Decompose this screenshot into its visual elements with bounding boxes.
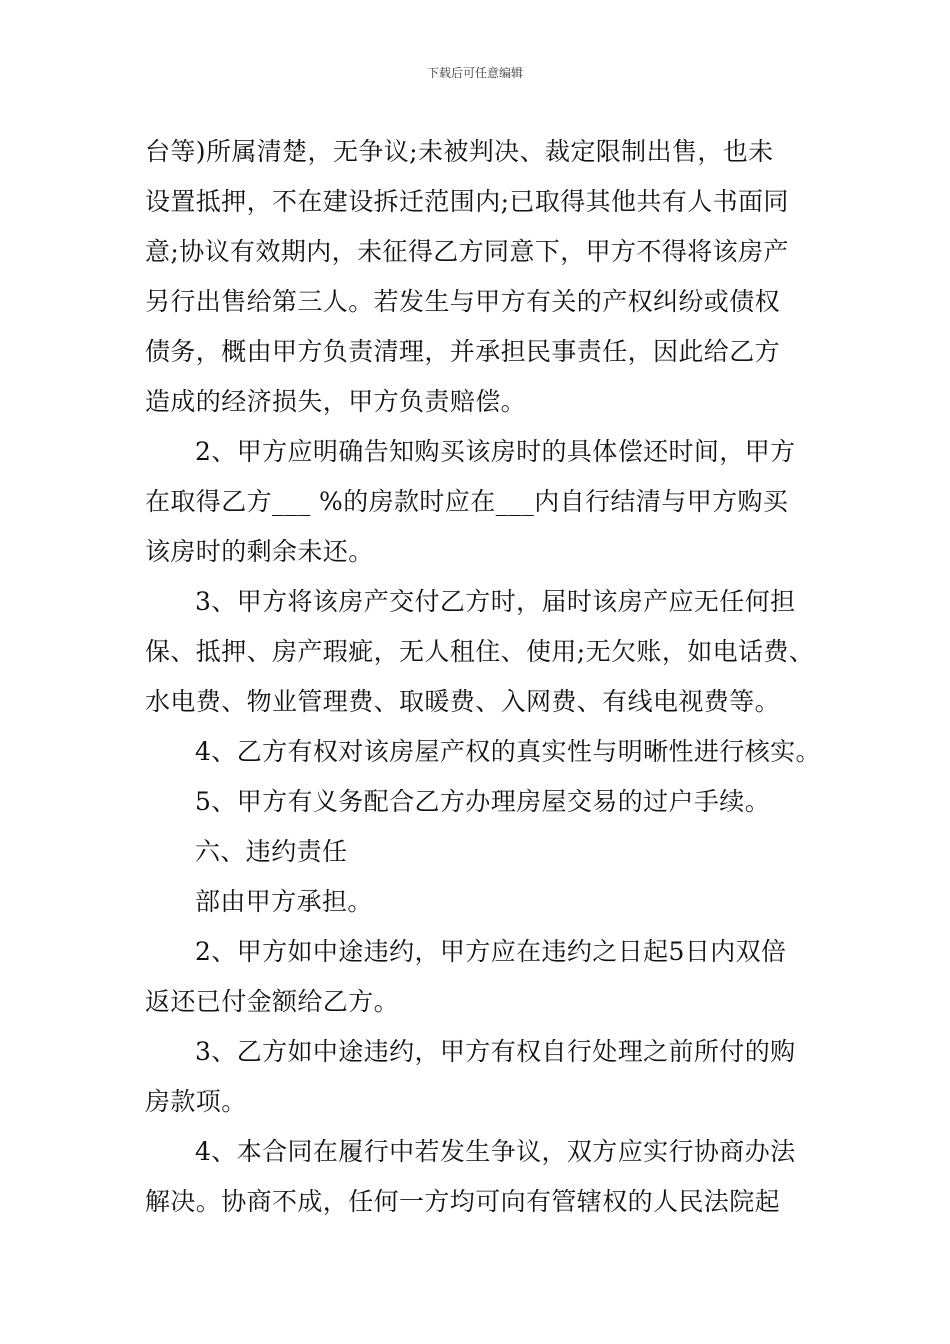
text-line: 意;协议有效期内，未征得乙方同意下，甲方不得将该房产: [145, 237, 789, 266]
text-line: 设置抵押，不在建设拆迁范围内;已取得其他共有人书面同: [145, 187, 789, 216]
page-header: 下载后可任意编辑: [426, 66, 523, 80]
text-line: 水电费、物业管理费、取暖费、入网费、有线电视费等。: [145, 687, 781, 716]
text-line: 房款项。: [145, 1087, 247, 1116]
text-line: 造成的经济损失，甲方负责赔偿。: [145, 387, 527, 416]
text-line: 3、甲方将该房产交付乙方时，届时该房产应无任何担: [195, 587, 796, 616]
contract-body: [145, 127, 825, 1227]
text-line: 该房时的剩余未还。: [145, 537, 374, 566]
text-line: 另行出售给第三人。若发生与甲方有关的产权纠纷或债权: [145, 287, 781, 316]
text-line: 台等)所属清楚，无争议;未被判决、裁定限制出售，也未: [145, 137, 774, 166]
section-heading: 六、违约责任: [195, 837, 348, 866]
text-line: 部由甲方承担。: [195, 887, 373, 916]
text-line: 2、甲方如中途违约，甲方应在违约之日起5日内双倍: [195, 937, 787, 966]
text-line: 4、本合同在履行中若发生争议，双方应实行协商办法: [195, 1137, 796, 1166]
text-line: 债务，概由甲方负责清理，并承担民事责任，因此给乙方: [145, 337, 781, 366]
text-line: 保、抵押、房产瑕疵，无人租住、使用;无欠账，如电话费、: [145, 637, 815, 666]
text-line: 3、乙方如中途违约，甲方有权自行处理之前所付的购: [195, 1037, 796, 1066]
text-line: 返还已付金额给乙方。: [145, 987, 400, 1016]
text-line: 2、甲方应明确告知购买该房时的具体偿还时间，甲方: [195, 437, 796, 466]
text-line: 解决。协商不成，任何一方均可向有管辖权的人民法院起: [145, 1187, 781, 1216]
text-line: 在取得乙方___ %的房款时应在___内自行结清与甲方购买: [145, 487, 789, 516]
text-line: 4、乙方有权对该房屋产权的真实性与明晰性进行核实。: [195, 737, 821, 766]
text-line: 5、甲方有义务配合乙方办理房屋交易的过户手续。: [195, 787, 771, 816]
